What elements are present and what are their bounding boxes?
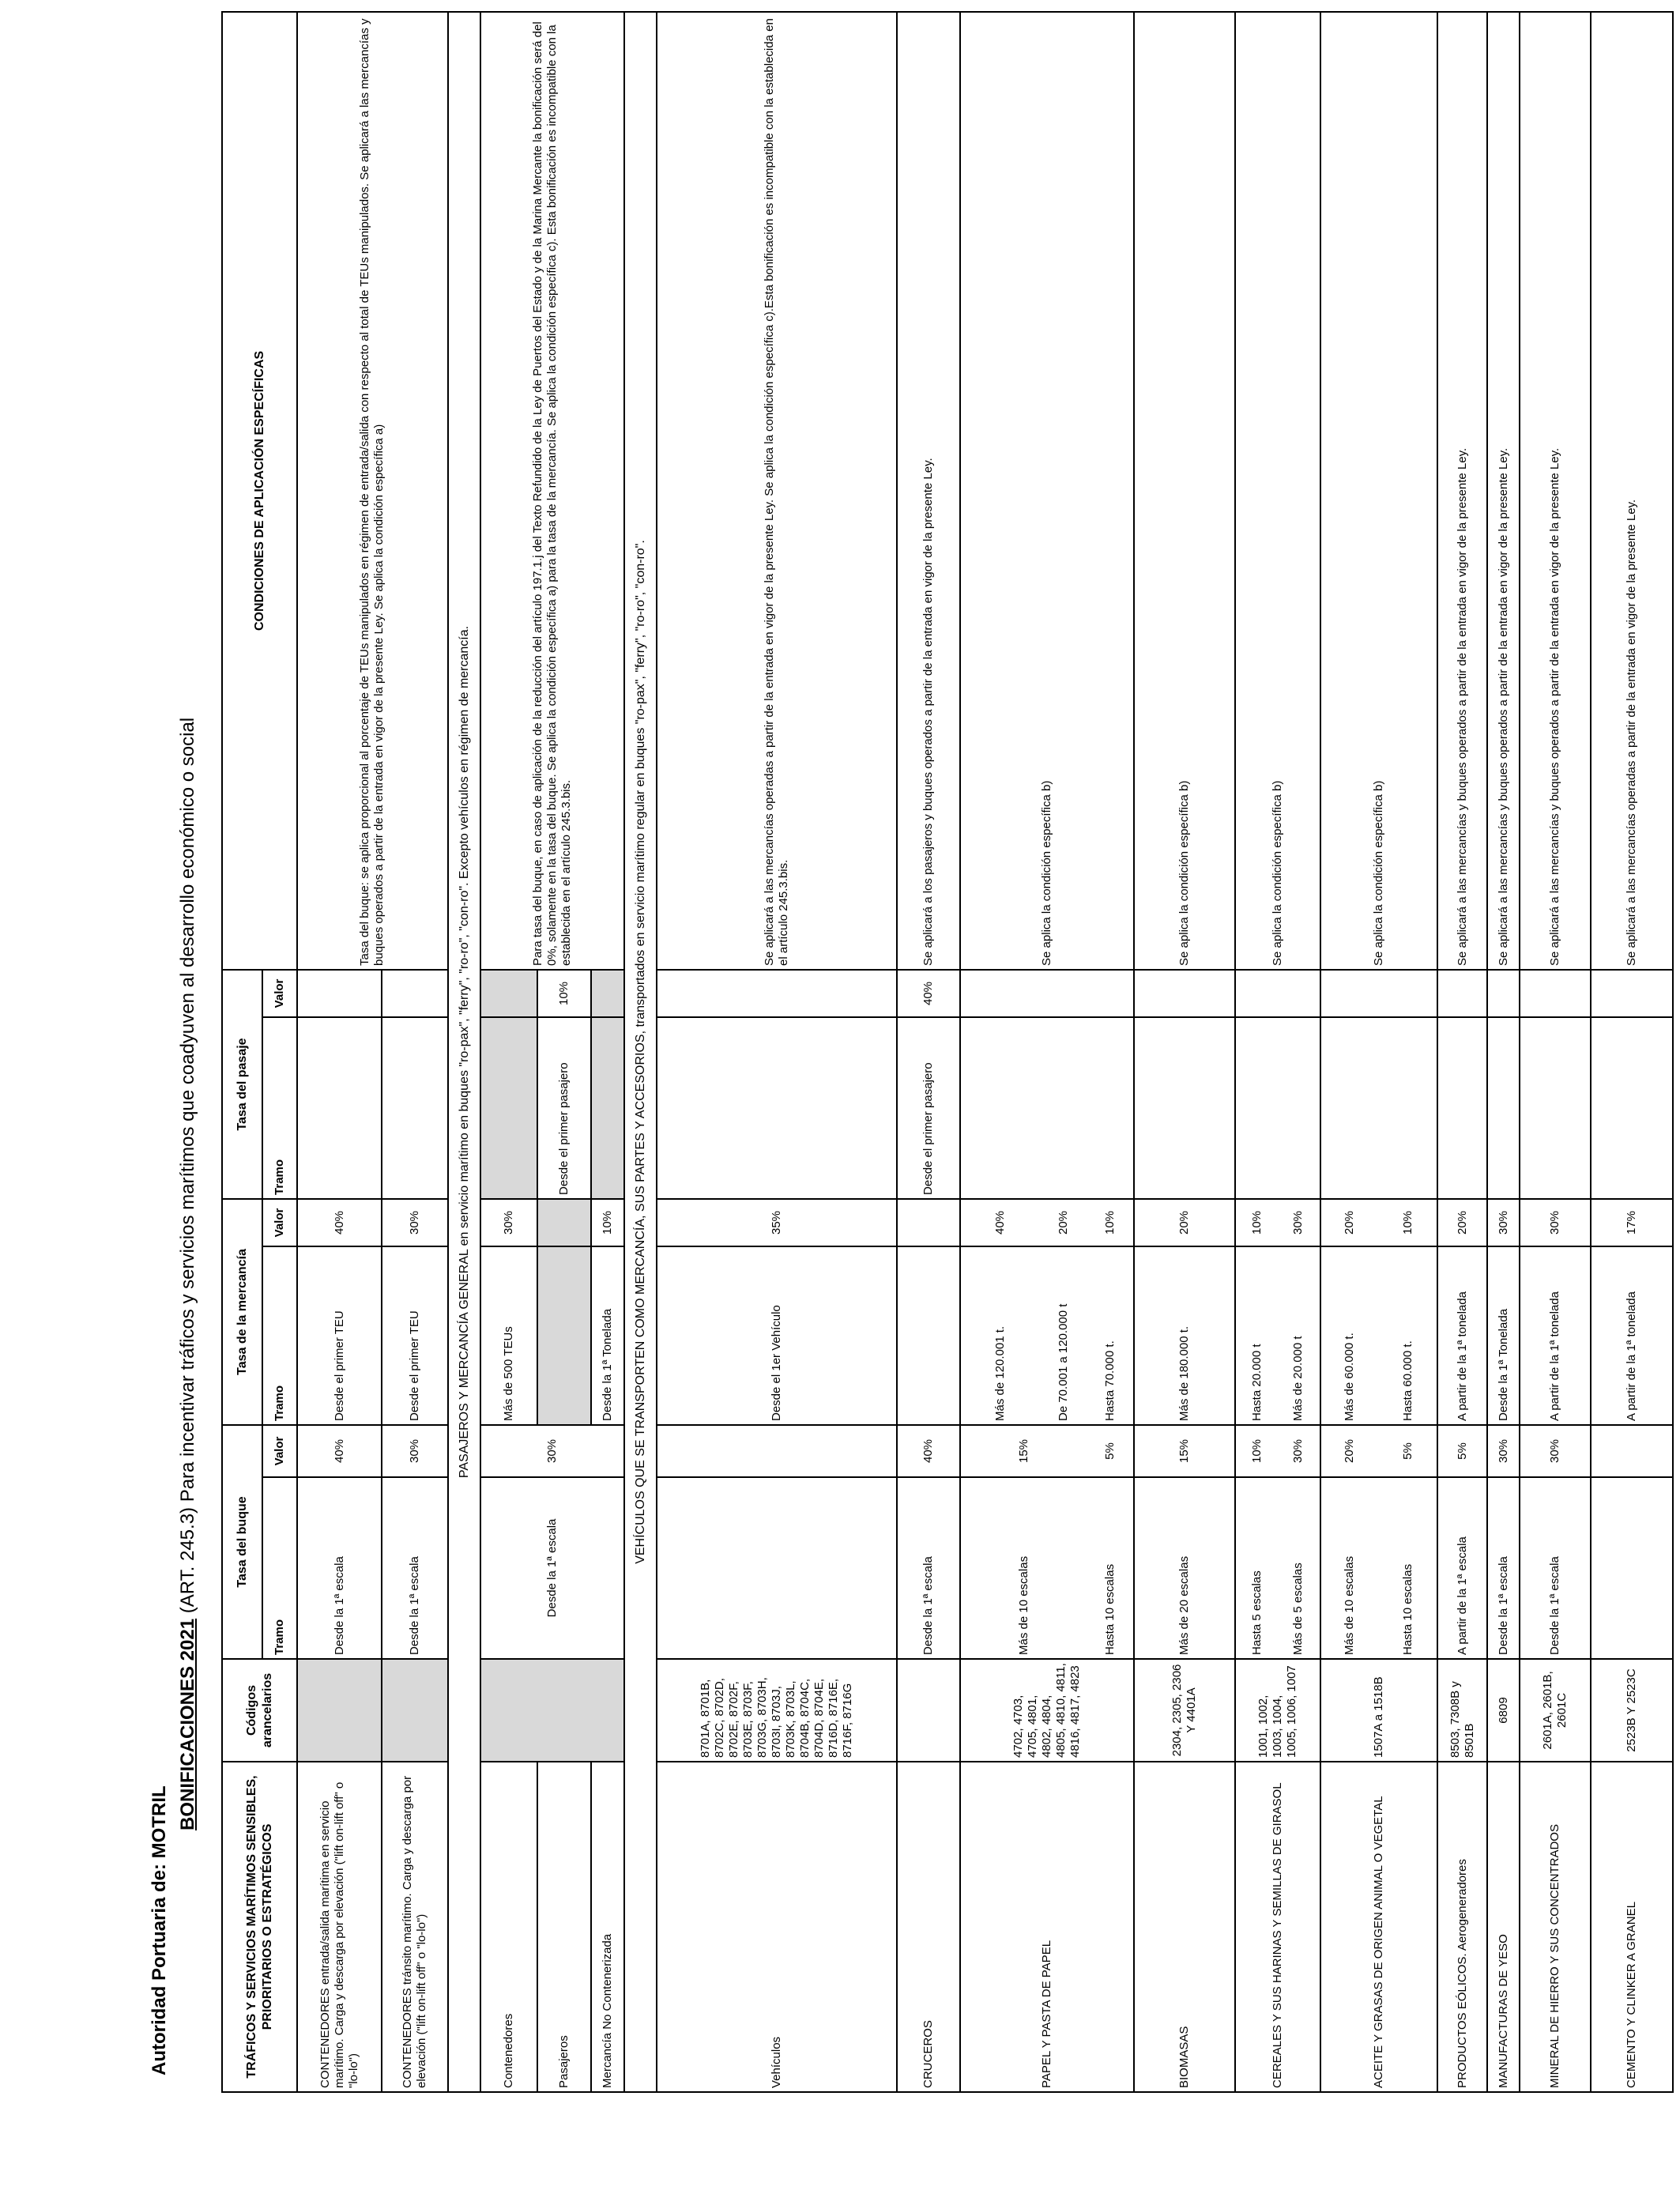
goods-tramo: Desde el 1er Vehículo [657,1246,897,1425]
section-band-passengers: PASAJEROS Y MERCANCÍA GENERAL en servicio marítimo en buques "ro-pax", "ferry", "ro-ro", "con-ro". Excepto vehículos en régimen de mercancía. [448,12,481,2092]
pas-valor [1320,970,1438,1017]
ship-tramo: Más de 20 escalas [1134,1477,1235,1659]
goods-valor [897,1199,960,1246]
ship-valor: 30% [1487,1425,1520,1477]
goods-valor: 20% [1040,1199,1087,1246]
pas-tramo [1320,1017,1438,1199]
goods-tramo: Hasta 60.000 t. [1379,1246,1437,1425]
goods-valor: 30% [382,1199,447,1246]
ship-valor: 15% [1134,1425,1235,1477]
row-label: BIOMASAS [1134,1762,1235,2092]
pas-tramo [1134,1017,1235,1199]
pas-tramo [1235,1017,1320,1199]
pas-tramo [1520,1017,1590,1199]
header-ship-tax: Tasa del buque [222,1425,262,1659]
codes-cell: 8701A, 8701B, 8702C, 8702D, 8702E, 8702F, 8703E, 8703F, 8703G, 8703H, 8703I, 8703J, 8703K, 8703L, 8704B, 8704C, 8704D, 8704E, 8716D, 8716E, 8716F, 8716G [657,1659,897,1762]
codes-cell: 4702, 4703, 4705, 4801, 4802, 4804, 4805, 4810, 4811, 4816, 4817, 4823 [960,1659,1134,1762]
conditions-cell: Se aplicará a las mercancías y buques operados a partir de la entrada en vigor de la presente Ley. [1487,12,1520,970]
goods-tramo: De 70.001 a 120.000 t [1040,1246,1087,1425]
pas-valor: 40% [897,970,960,1017]
row-label: Mercancía No Contenerizada [591,1762,624,2092]
goods-tramo: A partir de la 1ª tonelada [1437,1246,1486,1425]
ship-tramo: Desde la 1ª escala [1487,1477,1520,1659]
goods-valor: 30% [1487,1199,1520,1246]
section-band-vehicles: VEHÍCULOS QUE SE TRANSPORTEN COMO MERCANCÍA, SUS PARTES Y ACCESORIOS, transportados en servicio marítimo regular en buques "ro-pax", "ferry", "ro-ro", "con-ro". [624,12,657,2092]
codes-cell: 1001, 1002, 1003, 1004, 1005, 1006, 1007 [1235,1659,1320,1762]
row-label: Contenedores [480,1762,537,2092]
goods-valor: 40% [960,1199,1040,1246]
row-label: PAPEL Y PASTA DE PAPEL [960,1762,1134,2092]
pas-tramo [480,1017,537,1199]
row-label: MINERAL DE HIERRO Y SUS CONCENTRADOS [1520,1762,1590,2092]
goods-tramo: Más de 180.000 t. [1134,1246,1235,1425]
ship-valor: 5% [1087,1425,1135,1477]
ship-valor: 40% [297,1425,382,1477]
conditions-cell: Para tasa del buque, en caso de aplicación de la reducción del artículo 197.1.j del Texto Refundido de la Ley de Puertos del Estado y de la Marina Mercante la bonificación será del 0%, solamente en la tasa del buque. Se aplica la condición específica a) para la tasa de la mercancía. Se aplica la condición específica c). Esta bonificación es incompatible con la establecida en el artículo 245.3.bis. [480,12,624,970]
ship-tramo: Desde la 1ª escala [382,1477,447,1659]
table-row [1134,12,1235,2092]
pas-valor [1437,970,1486,1017]
pas-valor [382,970,447,1017]
ship-valor: 40% [897,1425,960,1477]
pas-tramo [382,1017,447,1199]
table-row [297,12,382,2092]
codes-cell: 2304, 2305, 2306 Y 4401A [1134,1659,1235,1762]
row-label: CEREALES Y SUS HARINAS Y SEMILLAS DE GIRASOL [1235,1762,1320,2092]
header-ship-tramo: Tramo [262,1477,298,1659]
table-row [657,12,897,2092]
ship-tramo: Hasta 10 escalas [1087,1477,1135,1659]
ship-valor [1591,1425,1673,1477]
ship-tramo: A partir de la 1ª escala [1437,1477,1486,1659]
goods-tramo: Más de 60.000 t. [1320,1246,1379,1425]
pas-tramo: Desde el primer pasajero [537,1017,591,1199]
goods-tramo [897,1246,960,1425]
goods-tramo: Más de 20.000 t [1278,1246,1320,1425]
pas-valor [1235,970,1320,1017]
ship-tramo: Desde la 1ª escala [297,1477,382,1659]
goods-tramo: Desde la 1ª Tonelada [591,1246,624,1425]
pas-tramo [1487,1017,1520,1199]
goods-tramo: Desde la 1ª Tonelada [1487,1246,1520,1425]
ship-valor [657,1425,897,1477]
goods-tramo: Hasta 20.000 t [1235,1246,1278,1425]
pas-valor [1134,970,1235,1017]
header-conditions: CONDICIONES DE APLICACIÓN ESPECÍFICAS [222,12,297,970]
header-goods-tramo: Tramo [262,1246,298,1425]
goods-valor: 20% [1320,1199,1379,1246]
conditions-cell: Se aplica la condición específica b) [1320,12,1438,970]
ship-tramo: Más de 10 escalas [960,1477,1087,1659]
header-ship-valor: Valor [262,1425,298,1477]
header-passenger-tax: Tasa del pasaje [222,970,262,1199]
pas-valor [1520,970,1590,1017]
bonifications-table [221,11,1674,2093]
pas-valor: 10% [537,970,591,1017]
goods-valor: 10% [1235,1199,1278,1246]
row-label: Vehículos [657,1762,897,2092]
pas-tramo [1591,1017,1673,1199]
row-label: CRUCEROS [897,1762,960,2092]
pas-tramo [591,1017,624,1199]
ship-valor: 10% [1235,1425,1278,1477]
goods-tramo: Hasta 70.000 t. [1087,1246,1135,1425]
pas-valor [297,970,382,1017]
ship-tramo: Más de 10 escalas [1320,1477,1379,1659]
codes-cell [480,1659,624,1762]
goods-valor: 35% [657,1199,897,1246]
ship-valor: 5% [1379,1425,1437,1477]
goods-tramo: A partir de la 1ª tonelada [1591,1246,1673,1425]
codes-cell: 1507A a 1518B [1320,1659,1438,1762]
conditions-cell: Se aplica la condición específica b) [1235,12,1320,970]
header-pas-valor: Valor [262,970,298,1017]
conditions-cell: Se aplicará a las mercancías operadas a partir de la entrada en vigor de la presente Ley. [1591,12,1673,970]
codes-cell [382,1659,447,1762]
goods-valor: 30% [1278,1199,1320,1246]
ship-tramo [1591,1477,1673,1659]
table-row [1437,12,1486,2092]
goods-valor: 10% [1379,1199,1437,1246]
pas-tramo [297,1017,382,1199]
conditions-cell: Se aplicará a las mercancías y buques operados a partir de la entrada en vigor de la presente Ley. [1437,12,1486,970]
conditions-cell: Se aplica la condición específica b) [1134,12,1235,970]
ship-valor: 30% [1278,1425,1320,1477]
header-goods-tax: Tasa de la mercancía [222,1199,262,1425]
document-title-main: BONIFICACIONES 2021 [177,1618,198,1830]
goods-tramo [537,1246,591,1425]
row-label: CONTENEDORES entrada/salida marítima en servicio marítimo. Carga y descarga por elevación ("lift on-lift off" o "lo-lo") [297,1762,382,2092]
conditions-cell: Se aplica la condición específica b) [960,12,1134,970]
row-label: Pasajeros [537,1762,591,2092]
pas-valor [480,970,537,1017]
ship-valor: 5% [1437,1425,1486,1477]
goods-valor: 20% [1437,1199,1486,1246]
row-label: MANUFACTURAS DE YESO [1487,1762,1520,2092]
pas-valor [960,970,1134,1017]
ship-valor: 30% [382,1425,447,1477]
row-label: ACEITE Y GRASAS DE ORIGEN ANIMAL O VEGETAL [1320,1762,1438,2092]
goods-valor: 30% [480,1199,537,1246]
goods-tramo: Más de 500 TEUs [480,1246,537,1425]
codes-cell: 8503, 7308B y 8501B [1437,1659,1486,1762]
goods-tramo: Desde el primer TEU [297,1246,382,1425]
pas-valor [657,970,897,1017]
goods-valor: 40% [297,1199,382,1246]
header-traffic: TRÁFICOS Y SERVICIOS MARÍTIMOS SENSIBLES, PRIORITARIOS O ESTRATÉGICOS [222,1762,297,2092]
pas-valor [1591,970,1673,1017]
ship-valor: 20% [1320,1425,1379,1477]
table-row [960,12,1040,2092]
codes-cell: 2523B Y 2523C [1591,1659,1673,1762]
ship-valor: 30% [480,1425,624,1477]
document-title-rest: (ART. 245.3) Para incentivar tráficos y servicios marítimos que coadyuven al desarrollo económico o social [177,717,198,1619]
port-authority-heading: Autoridad Portuaria de: MOTRIL [149,1785,170,2075]
codes-cell [297,1659,382,1762]
pas-tramo [960,1017,1134,1199]
table-row [897,12,960,2092]
document-title [177,718,199,1830]
header-pas-tramo: Tramo [262,1017,298,1199]
conditions-cell: Se aplicará a las mercancías y buques operados a partir de la entrada en vigor de la presente Ley. [1520,12,1590,970]
header-goods-valor: Valor [262,1199,298,1246]
ship-valor: 30% [1520,1425,1590,1477]
row-label: CEMENTO Y CLINKER A GRANEL [1591,1762,1673,2092]
codes-cell [897,1659,960,1762]
ship-tramo: Desde la 1ª escala [897,1477,960,1659]
goods-valor: 10% [1087,1199,1135,1246]
table-row [1520,12,1590,2092]
row-label: CONTENEDORES tránsito marítimo. Carga y descarga por elevación ("lift on-lift off" o "lo-lo") [382,1762,447,2092]
goods-tramo: Desde el primer TEU [382,1246,447,1425]
conditions-cell: Se aplicará a las mercancías operadas a partir de la entrada en vigor de la presente Ley. Se aplica la condición específica c).Esta bonificación es incompatible con la establecida en el artículo 245.3.bis. [657,12,897,970]
goods-valor: 30% [1520,1199,1590,1246]
goods-valor: 20% [1134,1199,1235,1246]
conditions-cell: Se aplicará a los pasajeros y buques operados a partir de la entrada en vigor de la presente Ley. [897,12,960,970]
goods-tramo: A partir de la 1ª tonelada [1520,1246,1590,1425]
ship-valor: 15% [960,1425,1087,1477]
table-row [1320,12,1379,2092]
table-row [1235,12,1278,2092]
row-label: PRODUCTOS EÓLICOS. Aerogeneradores [1437,1762,1486,2092]
goods-valor: 10% [591,1199,624,1246]
codes-cell: 2601A, 2601B, 2601C [1520,1659,1590,1762]
pas-valor [591,970,624,1017]
ship-tramo: Más de 5 escalas [1278,1477,1320,1659]
goods-valor: 17% [1591,1199,1673,1246]
goods-tramo: Más de 120.001 t. [960,1246,1040,1425]
pas-valor [1487,970,1520,1017]
conditions-cell: Tasa del buque: se aplica proporcional al porcentaje de TEUs manipulados en régimen de entrada/salida con respecto al total de TEUs manipulados. Se aplicará a las mercancías y buques operados a partir de la entrada en vigor de la presente Ley. Se aplica la condición específica a) [297,12,447,970]
ship-tramo: Hasta 10 escalas [1379,1477,1437,1659]
ship-tramo: Hasta 5 escalas [1235,1477,1278,1659]
header-codes: Códigos arancelarios [222,1659,297,1762]
pas-tramo [1437,1017,1486,1199]
codes-cell: 6809 [1487,1659,1520,1762]
table-row [1591,12,1673,2092]
table-row [480,12,537,2092]
pas-tramo: Desde el primer pasajero [897,1017,960,1199]
pas-tramo [657,1017,897,1199]
goods-valor [537,1199,591,1246]
table-row [1487,12,1520,2092]
ship-tramo: Desde la 1ª escala [1520,1477,1590,1659]
ship-tramo: Desde la 1ª escala [480,1477,624,1659]
ship-tramo [657,1477,897,1659]
